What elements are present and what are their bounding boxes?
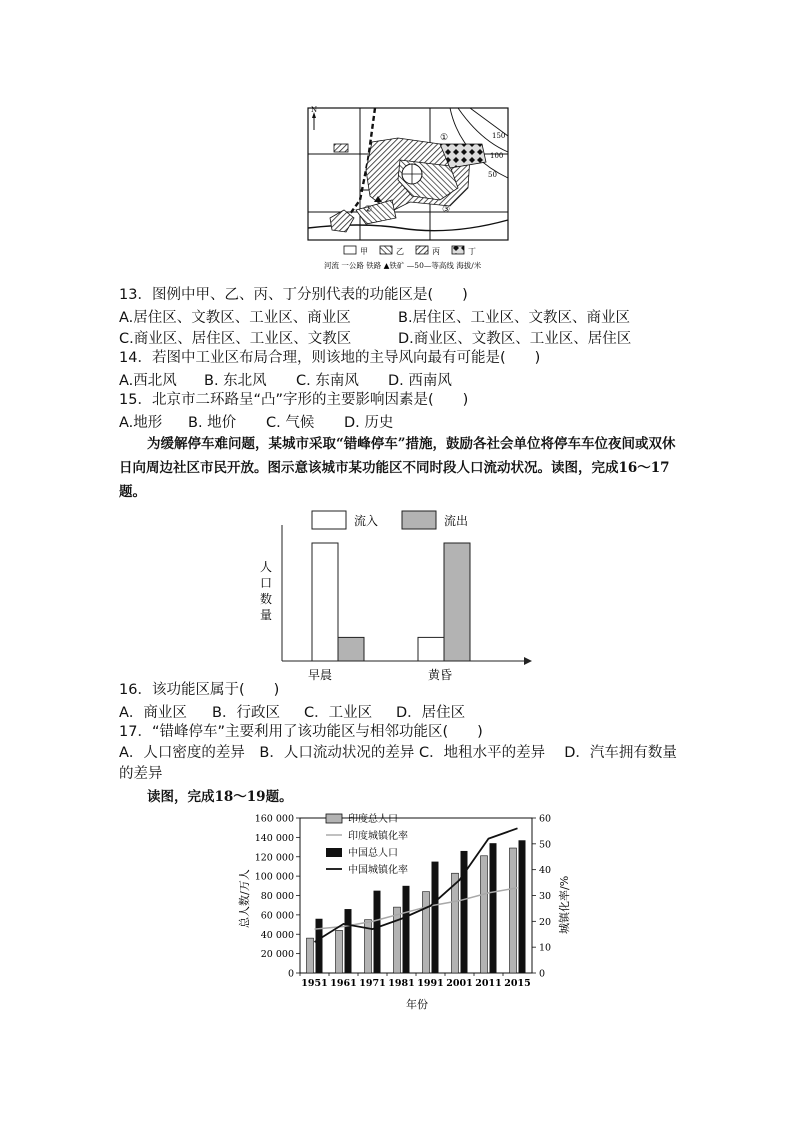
q13-option-a: A.居住区、文教区、工业区、商业区 — [119, 310, 351, 326]
legend-china-pop-swatch — [326, 848, 342, 857]
q13-option-b: B.居住区、工业区、文教区、商业区 — [398, 310, 631, 326]
chart1-category-evening: 黄昏 — [428, 668, 453, 682]
chart1-ylabel-char-3: 数 — [260, 592, 273, 606]
chart2-bar-india-2001 — [452, 873, 459, 973]
legend-india-pop-swatch — [326, 814, 342, 823]
chart2-y2tick-label: 10 — [539, 942, 552, 954]
q14-option-d: D. 西南风 — [388, 373, 452, 389]
map-legend-row2: 河流 一公路 铁路 ▲铁矿 —50—等高线 海拔/米 — [324, 261, 482, 270]
chart2-bar-india-1961 — [336, 930, 343, 973]
legend-india-pop-label: 印度总人口 — [348, 814, 398, 825]
q16-option-d: D．居住区 — [396, 705, 466, 721]
chart2-ytick-label: 0 — [287, 968, 294, 980]
contour-label-50: 50 — [488, 171, 497, 179]
chart1-category-morning: 早晨 — [308, 668, 333, 682]
north-label: N — [311, 106, 318, 114]
q15-option-a: A.地形 — [119, 415, 163, 431]
legend-yi: 乙 — [396, 247, 404, 256]
q15-option-c: C. 气候 — [266, 415, 315, 431]
chart2-ytick-label: 160 000 — [254, 813, 294, 825]
chart2-ytick-label: 140 000 — [254, 832, 294, 844]
chart2-bar-china-1951 — [316, 919, 323, 973]
legend-inflow-swatch — [312, 511, 346, 529]
chart2-ytick-label: 100 000 — [254, 871, 294, 883]
marker-2: ② — [364, 205, 373, 215]
chart1-bar-outflow-1 — [444, 543, 470, 661]
marker-3: ③ — [442, 205, 451, 215]
chart2-ytick-label: 120 000 — [254, 852, 294, 864]
chart1-bar-inflow-0 — [312, 543, 338, 661]
legend-outflow-swatch — [402, 511, 436, 529]
chart2-bar-india-1991 — [423, 892, 430, 973]
chart1-ylabel-char-4: 量 — [260, 608, 273, 622]
chart2-ylabel: 总人数/万人 — [238, 869, 251, 928]
q14-option-c: C. 东南风 — [296, 373, 359, 389]
chart2-ytick-label: 80 000 — [260, 891, 294, 902]
chart1-ylabel-char-1: 人 — [260, 560, 273, 574]
chart2-bar-china-2011 — [490, 843, 497, 973]
q17-options-line2: 的差异 — [119, 766, 163, 782]
chart1-ylabel-char-2: 口 — [260, 576, 273, 590]
q13-option-c: C.商业区、居住区、工业区、文教区 — [119, 331, 352, 347]
chart2-xtick-label: 2015 — [504, 978, 531, 989]
chart2-xtick-label: 1961 — [330, 978, 357, 989]
legend-ding: 丁 — [468, 247, 476, 256]
chart2-plot-frame — [300, 818, 532, 973]
chart2-xlabel: 年份 — [406, 998, 428, 1011]
chart1-bar-outflow-0 — [338, 637, 364, 661]
population-flow-chart — [250, 505, 540, 685]
chart2-xtick-label: 2011 — [475, 978, 502, 989]
chart2-y2tick-label: 30 — [539, 891, 552, 902]
zone-small-north — [334, 144, 348, 152]
map-legend-row1 — [344, 246, 476, 256]
q17-options-line1: A．人口密度的差异 B．人口流动状况的差异 C．地租水平的差异 D．汽车拥有数量 — [119, 745, 677, 761]
legend-jia: 甲 — [360, 247, 368, 256]
legend-inflow-label: 流入 — [354, 514, 379, 528]
q15-stem: 15．北京市二环路呈“凸”字形的主要影响因素是( ) — [119, 392, 469, 408]
city-map-figure — [300, 100, 570, 272]
q14-option-a: A.西北风 — [119, 373, 177, 389]
legend-outflow-label: 流出 — [444, 514, 469, 528]
contour-label-150: 150 — [492, 132, 506, 140]
chart2-bar-india-1951 — [307, 938, 314, 973]
legend-china-pop-label: 中国总人口 — [348, 848, 398, 859]
legend-china-urban-label: 中国城镇化率 — [348, 865, 408, 876]
population-urbanization-chart — [236, 808, 576, 1013]
q17-stem: 17．“错峰停车”主要利用了该功能区与相邻功能区( ) — [119, 724, 483, 740]
chart2-bar-china-2015 — [519, 840, 526, 973]
intro-q18-19: 读图，完成18～19题。 — [147, 789, 293, 805]
chart2-y2tick-label: 20 — [539, 916, 552, 928]
chart2-xtick-label: 1951 — [301, 978, 328, 989]
chart2-bar-china-1971 — [374, 891, 381, 973]
chart2-xtick-label: 1971 — [359, 978, 386, 989]
contour-label-100: 100 — [490, 152, 504, 160]
chart2-xtick-label: 2001 — [446, 978, 473, 989]
q16-option-a: A．商业区 — [119, 705, 187, 721]
q13-option-d: D.商业区、文教区、工业区、居住区 — [398, 331, 632, 347]
q16-stem: 16．该功能区属于( ) — [119, 682, 280, 698]
q13-stem: 13．图例中甲、乙、丙、丁分别代表的功能区是( ) — [119, 287, 468, 303]
q15-option-d: D. 历史 — [344, 415, 394, 431]
chart2-y2tick-label: 0 — [539, 968, 546, 980]
chart1-x-arrow-icon — [524, 657, 532, 665]
chart2-xtick-label: 1991 — [417, 978, 444, 989]
chart2-bar-china-1991 — [432, 862, 439, 973]
legend-bing: 丙 — [432, 247, 440, 256]
chart2-ytick-label: 60 000 — [260, 910, 294, 922]
marker-1: ① — [440, 133, 449, 143]
chart2-bar-india-2015 — [510, 848, 517, 973]
chart2-y2tick-label: 60 — [539, 813, 552, 825]
chart2-ytick-label: 40 000 — [260, 929, 294, 941]
chart2-y2tick-label: 50 — [539, 839, 552, 851]
chart2-y2tick-label: 40 — [539, 865, 552, 877]
chart2-bar-china-1961 — [345, 909, 352, 973]
chart2-bar-india-2011 — [481, 856, 488, 973]
q14-option-b: B. 东北风 — [204, 373, 267, 389]
q15-option-b: B. 地价 — [188, 415, 237, 431]
q14-stem: 14．若图中工业区布局合理，则该地的主导风向最有可能是( ) — [119, 350, 541, 366]
chart1-bar-inflow-1 — [418, 637, 444, 661]
chart2-xtick-label: 1981 — [388, 978, 415, 989]
chart2-bar-china-1981 — [403, 886, 410, 973]
q16-option-b: B．行政区 — [212, 705, 280, 721]
chart2-bar-india-1981 — [394, 907, 401, 973]
chart2-ytick-label: 20 000 — [260, 949, 294, 961]
intro-q16-17: 为缓解停车难问题，某城市采取“错峰停车”措施，鼓励各社会单位将停车车位夜间或双休日向周边社区市民开放。图示意该城市某功能区不同时段人口流动状况。读图，完成16～17题。 — [119, 436, 676, 500]
q16-option-c: C．工业区 — [304, 705, 373, 721]
legend-india-urban-label: 印度城镇化率 — [348, 831, 408, 842]
chart2-y2label: 城镇化率/% — [558, 875, 571, 934]
